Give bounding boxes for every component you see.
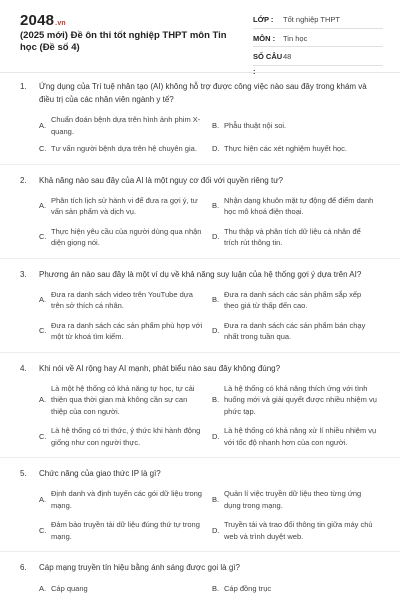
question [0,174,400,259]
option-text: Là hệ thống có khả năng thích ứng với tình huống mới và giải quyết được nhiều nhiệm vụ phức tạp. [224,383,377,416]
option-letter: D. [212,144,220,153]
answer-options [0,289,400,343]
option-c[interactable] [39,519,212,542]
meta-value-subject: Tin học [283,33,308,43]
option-letter: B. [212,494,220,504]
option-a[interactable] [39,289,212,312]
option-c[interactable] [39,320,212,343]
option-b[interactable] [212,383,385,418]
question-number: 3. [20,269,27,279]
option-text: Thực hiện các xét nghiệm huyết học. [224,144,348,153]
meta-value-count: 48 [283,52,292,61]
header-divider [0,72,400,73]
site-logo[interactable] [20,12,66,29]
question-text: Phương án nào sau đây là một ví dụ về khả năng suy luận của hệ thống gợi ý dựa trên AI? [39,269,362,279]
option-a[interactable] [39,195,212,218]
meta-row-class [253,13,383,29]
question [0,268,400,353]
option-text: Tư vấn người bệnh dựa trên hệ chuyên gia. [51,144,197,153]
option-letter: A. [39,584,47,593]
question-list [0,80,400,595]
option-letter: C. [39,144,47,153]
answer-options [0,383,400,449]
meta-key-count: SỐ CÂU : [253,52,283,76]
option-text: Cáp quang [51,584,88,593]
option-letter: B. [212,584,220,593]
option-b[interactable] [212,488,385,511]
question-number: 5. [20,469,27,478]
option-text: Là hệ thống có khả năng xử lí nhiều nhiệm vụ với tốc độ nhanh hơn của con người. [224,426,377,447]
meta-row-count [253,50,383,76]
option-text: Đưa ra danh sách các sản phẩm sắp xếp theo giá từ thấp đến cao. [224,289,362,310]
answer-options [0,488,400,542]
option-letter: A. [39,120,47,130]
question-number: 4. [20,363,27,373]
answer-options [0,195,400,249]
option-text: Thu thập và phân tích dữ liệu cá nhân để trích rút thông tin. [224,226,361,247]
question-number: 2. [20,175,27,185]
option-letter: B. [212,201,220,211]
question-divider [0,551,400,552]
meta-key-class: LỚP : [253,15,274,24]
question-text: Cáp mạng truyền tín hiệu bằng ánh sáng được gọi là gì? [39,563,240,572]
option-letter: A. [39,494,47,504]
logo-suffix: .vn [55,20,66,27]
question-number: 1. [20,82,27,91]
question-divider [0,352,400,353]
option-text: Đảm bảo truyền tải dữ liệu đúng thứ tự trong mạng. [51,520,200,541]
question-stem [0,174,400,187]
answer-options [0,583,400,595]
option-letter: B. [212,395,220,404]
question-text: Khả năng nào sau đây của AI là một nguy cơ đối với quyền riêng tư? [39,175,283,185]
question [0,80,400,165]
option-letter: D. [212,326,220,336]
exam-meta [253,13,383,76]
option-letter: D. [212,525,220,535]
question-divider [0,457,400,458]
question-stem [0,467,400,480]
option-letter: C. [39,232,47,242]
question [0,362,400,459]
option-text: Chuẩn đoán bệnh dựa trên hình ảnh phim X-quang. [51,115,201,136]
option-text: Là hệ thống có tri thức, ý thức khi hành động giống như con người thực. [51,426,201,447]
option-letter: C. [39,326,47,336]
option-letter: B. [212,120,220,130]
option-b[interactable] [212,583,385,595]
option-letter: D. [212,232,220,242]
meta-value-class: Tốt nghiệp THPT [283,15,340,24]
question-text: Ứng dụng của Trí tuệ nhân tạo (AI) không hỗ trợ được công việc nào sau đây trong khám và điều trị của các nhân viên ngành y tế? [39,82,367,104]
option-d[interactable] [212,519,385,542]
option-text: Truyền tải và trao đổi thông tin giữa máy chủ web và trình duyệt web. [224,520,373,541]
option-c[interactable] [39,425,212,448]
option-a[interactable] [39,488,212,511]
logo-main: 2048 [20,12,55,29]
question-stem [0,268,400,281]
option-d[interactable] [212,143,385,155]
option-letter: A. [39,201,47,211]
answer-options [0,114,400,155]
question-stem [0,80,400,106]
option-text: Đưa ra danh sách video trên YouTube dựa trên sở thích cá nhân. [51,289,193,310]
option-text: Cáp đồng trục [224,584,272,593]
option-d[interactable] [212,425,385,448]
option-letter: C. [39,525,47,535]
option-a[interactable] [39,383,212,418]
option-b[interactable] [212,195,385,218]
option-a[interactable] [39,583,212,595]
question-text: Khi nói về AI rộng hay AI mạnh, phát biểu nào sau đây không đúng? [39,363,281,373]
question-text: Chức năng của giao thức IP là gì? [39,469,161,478]
option-text: Định danh và định tuyến các gói dữ liệu trong mạng. [51,489,202,510]
option-b[interactable] [212,114,385,137]
meta-row-subject [253,32,383,48]
option-letter: C. [39,431,47,441]
option-c[interactable] [39,143,212,155]
question-divider [0,164,400,165]
exam-title: (2025 mới) Đề ôn thi tốt nghiệp THPT môn Tin học (Đề số 4) [20,30,227,53]
option-letter: D. [212,431,220,441]
option-text: Quản lí việc truyền dữ liệu theo từng ứng dụng trong mạng. [224,489,362,510]
option-d[interactable] [212,226,385,249]
option-letter: B. [212,295,220,305]
option-text: Phẫu thuật nội soi. [224,120,287,130]
meta-key-subject: MÔN : [253,33,276,43]
option-a[interactable] [39,114,212,137]
option-text: Nhận dạng khuôn mặt tự động để điểm danh học mô khoá điện thoại. [224,195,374,216]
option-letter: A. [39,295,47,305]
option-letter: A. [39,395,47,404]
question-stem [0,362,400,375]
question-divider [0,258,400,259]
option-text: Đưa ra danh sách các sản phẩm bán chạy nhất trong tuần qua. [224,320,366,341]
option-text: Phân tích lịch sử hành vi để đưa ra gợi ý, tư vấn sản phẩm và dịch vụ. [51,195,198,216]
option-text: Là một hệ thống có khả năng tự học, tự cải thiện qua thời gian mà không cần sự can thiệp của con người. [51,383,195,416]
question-number: 6. [20,563,27,572]
question [0,467,400,552]
page-header [0,0,400,76]
question-stem [0,561,400,574]
question [0,561,400,595]
option-b[interactable] [212,289,385,312]
option-c[interactable] [39,226,212,249]
option-text: Đưa ra danh sách các sản phẩm phù hợp với một từ khoá tìm kiếm. [51,320,203,341]
option-text: Thực hiện yêu cầu của người dùng qua nhận diện giọng nói. [51,226,202,247]
option-d[interactable] [212,320,385,343]
